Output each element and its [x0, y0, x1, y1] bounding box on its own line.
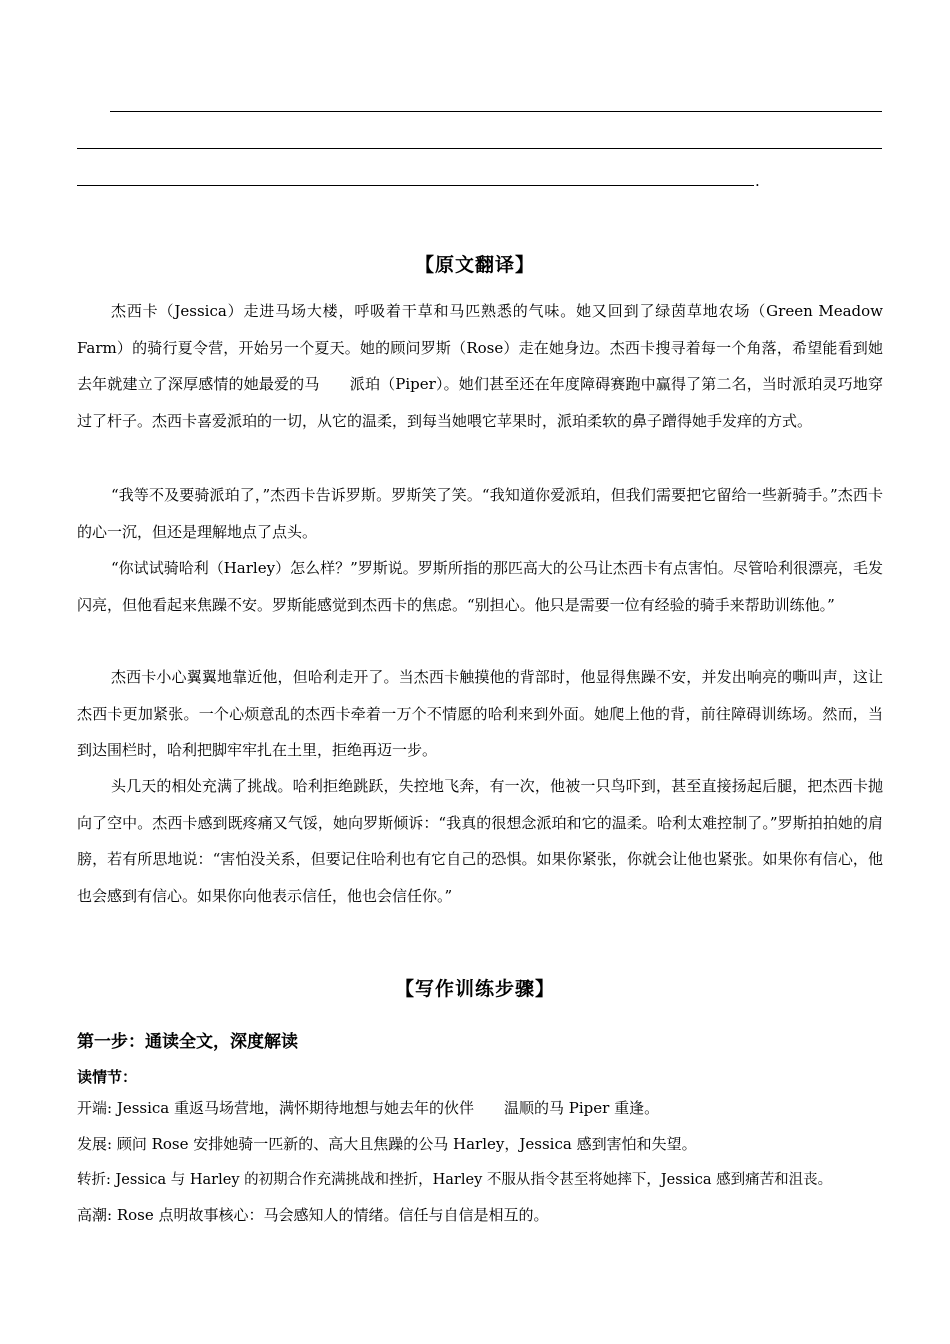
answer-line-3: [77, 185, 754, 186]
answer-line-2: [77, 148, 882, 149]
plot-label: 读情节：: [77, 1068, 138, 1086]
plot-item-turn: 转折: Jessica 与 Harley 的初期合作充满挑战和挫折，Harley 不服从指令甚至将她摔下，Jessica 感到痛苦和沮丧。: [77, 1172, 833, 1188]
translation-paragraph: “我等不及要骑派珀了，”杰西卡告诉罗斯。罗斯笑了笑。“我知道你爱派珀，但我们需要把它留给一些新骑手。”杰西卡的心一沉，但还是理解地点了点头。: [77, 486, 883, 541]
writing-heading: 【写作训练步骤】: [394, 978, 555, 1000]
answer-end-period: .: [755, 172, 760, 190]
translation-paragraph: 杰西卡小心翼翼地靠近他，但哈利走开了。当杰西卡触摸他的背部时，他显得焦躁不安，并发出响亮的嘶叫声，这让杰西卡更加紧张。一个心烦意乱的杰西卡牵着一万个不情愿的哈利来到外面。她爬上他的背，前往障碍训练场。然而，当到达围栏时，哈利把脚牢牢扎在土里，拒绝再迈一步。: [77, 668, 883, 759]
step-1-title: 第一步：通读全文，深度解读: [77, 1032, 298, 1052]
translation-heading: 【原文翻译】: [414, 254, 535, 276]
plot-item-beginning: 开端: Jessica 重返马场营地，满怀期待地想与她去年的伙伴 温顺的马 Piper 重逢。: [77, 1099, 660, 1117]
translation-paragraph: 杰西卡（Jessica）走进马场大楼，呼吸着干草和马匹熟悉的气味。她又回到了绿茵草地农场（Green Meadow Farm）的骑行夏令营，开始另一个夏天。她的顾问罗斯（Rose）走在她身边。杰西卡搜寻着每一个角落，希望能看到她去年就建立了深厚感情的她最爱的马 派珀（Piper）。她们甚至还在年度障碍赛跑中赢得了第二名，当时派珀灵巧地穿过了杆子。杰西卡喜爱派珀的一切，从它的温柔，到每当她喂它苹果时，派珀柔软的鼻子蹭得她手发痒的方式。: [77, 302, 883, 430]
plot-item-climax: 高潮: Rose 点明故事核心：马会感知人的情绪。信任与自信是相互的。: [77, 1206, 549, 1224]
answer-line-1: [110, 111, 882, 112]
translation-paragraph: “你试试骑哈利（Harley）怎么样？”罗斯说。罗斯所指的那匹高大的公马让杰西卡有点害怕。尽管哈利很漂亮，毛发闪亮，但他看起来焦躁不安。罗斯能感觉到杰西卡的焦虑。“别担心。他只是需要一位有经验的骑手来帮助训练他。”: [77, 559, 883, 614]
translation-paragraph: 头几天的相处充满了挑战。哈利拒绝跳跃，失控地飞奔，有一次，他被一只鸟吓到，甚至直接扬起后腿，把杰西卡抛向了空中。杰西卡感到既疼痛又气馁，她向罗斯倾诉：“我真的很想念派珀和它的温柔。哈利太难控制了。”罗斯拍拍她的肩膀，若有所思地说：“害怕没关系，但要记住哈利也有它自己的恐惧。如果你紧张，你就会让他也紧张。如果你有信心，他也会感到有信心。如果你向他表示信任，他也会信任你。”: [77, 777, 883, 905]
plot-item-development: 发展: 顾问 Rose 安排她骑一匹新的、高大且焦躁的公马 Harley，Jessica 感到害怕和失望。: [77, 1135, 697, 1153]
